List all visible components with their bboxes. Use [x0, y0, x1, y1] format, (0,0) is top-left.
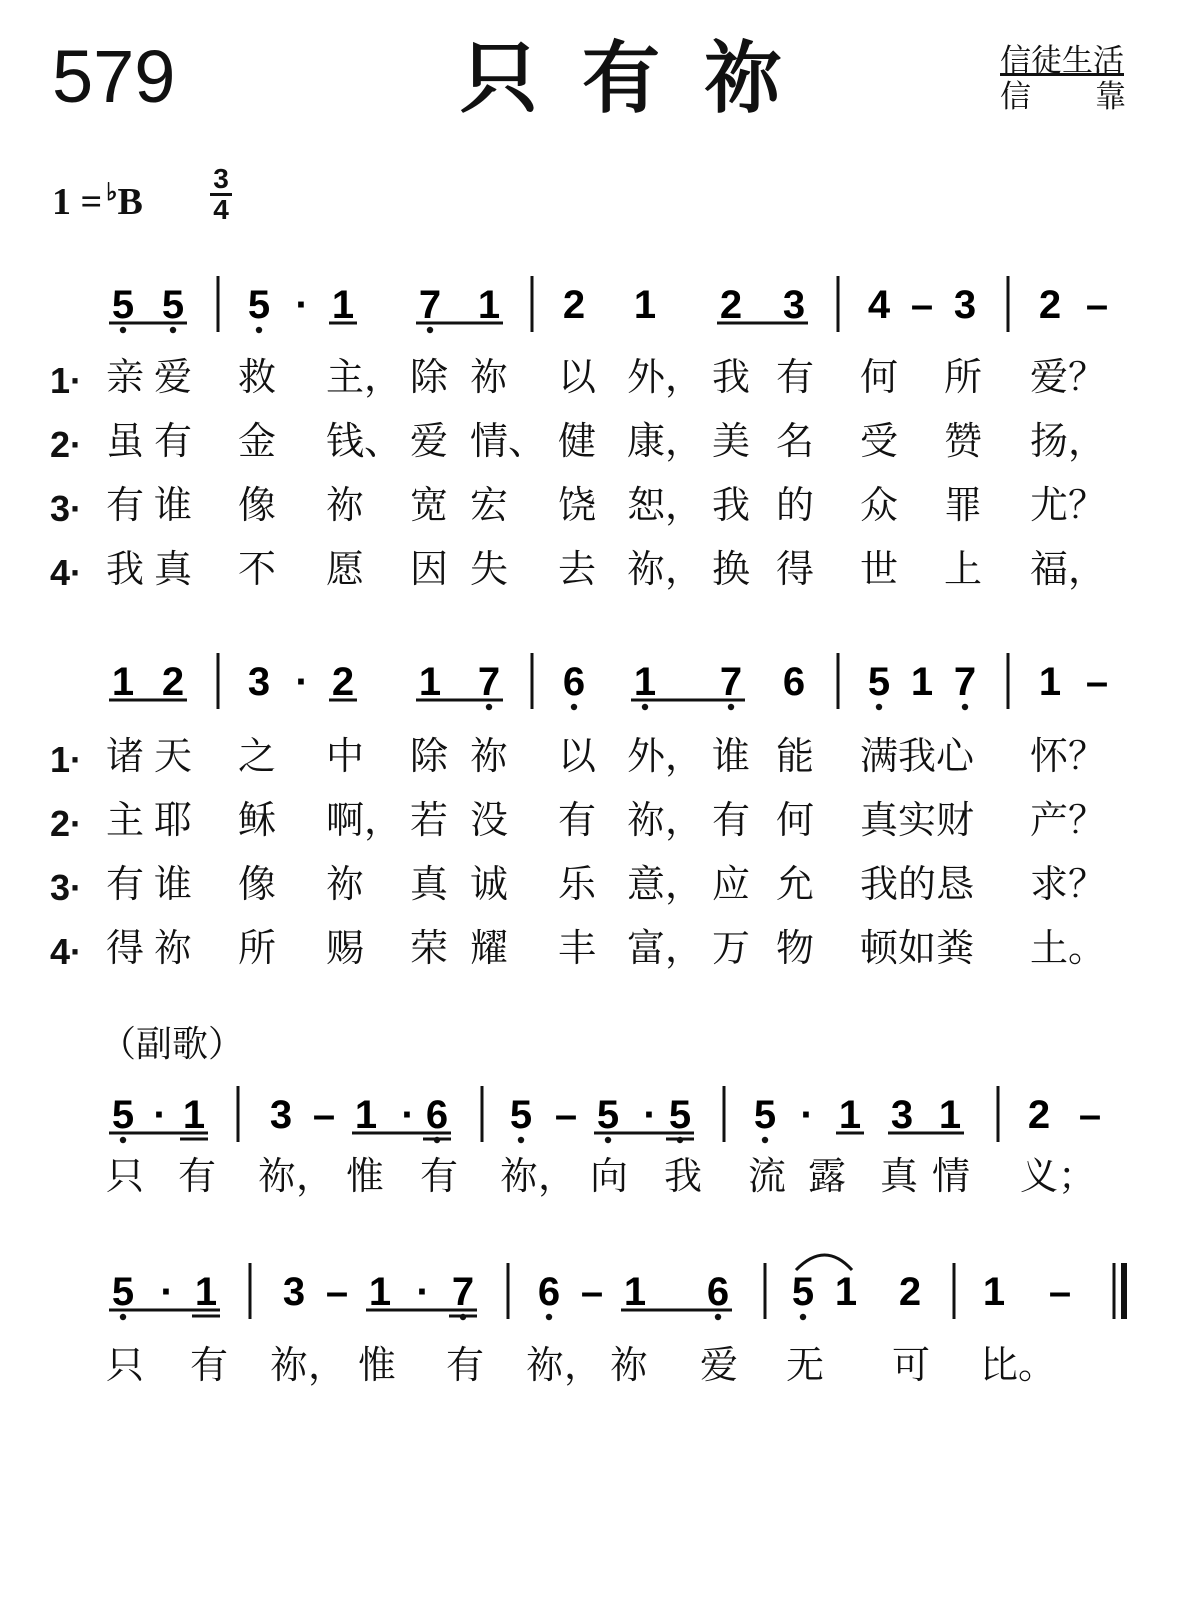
chorus-syllable: 只 [106, 1154, 145, 1198]
chorus-syllable: 露 [808, 1154, 847, 1198]
time-top: 3 [213, 163, 229, 194]
lyric-syllable: 得 [776, 547, 815, 591]
chorus-syllable: 祢， [270, 1343, 347, 1387]
lyric-syllable: 耶 [154, 798, 193, 842]
system2-octave-dot [728, 704, 734, 710]
system1-note: 1 [331, 283, 355, 327]
lyric-syllable: 上 [944, 547, 983, 591]
lyric-syllable: 赞 [944, 419, 983, 463]
lyric-syllable: 金 [238, 419, 277, 463]
system2-octave-dot [571, 704, 577, 710]
hymn-number: 579 [52, 35, 176, 118]
lyric-syllable: 罪 [944, 483, 983, 527]
system3-note: 2 [1027, 1093, 1051, 1137]
system3-octave-dot [762, 1137, 768, 1143]
chorus-label: （副歌） [100, 1024, 245, 1065]
system1-note: 4 [867, 283, 891, 327]
system1-octave-dot [120, 327, 126, 333]
system3-note: 5 [668, 1093, 692, 1137]
lyric-syllable: 求？ [1030, 862, 1107, 906]
system3-note: · [800, 1093, 814, 1137]
lyric-syllable: 何 [860, 355, 899, 399]
system3-note: · [643, 1093, 657, 1137]
system3-note: · [401, 1093, 415, 1137]
chorus-syllable: 爱 [700, 1343, 739, 1387]
system2-octave-dot [876, 704, 882, 710]
lyric-syllable: 顿如粪 [860, 926, 975, 970]
lyric-syllable: 允 [776, 862, 815, 906]
system1-note: 5 [161, 283, 185, 327]
system3-note: 1 [182, 1093, 206, 1137]
system4-note: 5 [111, 1270, 135, 1314]
verse-number: 4· [50, 552, 83, 593]
lyric-syllable: 有 [106, 483, 145, 527]
lyric-syllable: 我 [106, 547, 145, 591]
chorus-syllable: 只 [106, 1343, 145, 1387]
lyric-syllable: 受 [860, 419, 899, 463]
lyric-syllable: 啊， [326, 798, 403, 842]
system1-note: – [910, 283, 934, 327]
chorus-syllable: 祢， [258, 1154, 335, 1198]
chorus-syllable: 有 [178, 1154, 217, 1198]
system4-note: 5 [791, 1270, 815, 1314]
system2-note: 3 [247, 660, 271, 704]
lyric-syllable: 爱 [410, 419, 449, 463]
lyric-syllable: 情、 [470, 419, 547, 463]
chorus-syllable: 惟 [346, 1154, 385, 1198]
lyric-syllable: 美 [712, 419, 751, 463]
lyric-syllable: 失 [470, 547, 509, 591]
system4-note: · [416, 1270, 430, 1314]
lyric-syllable: 主 [106, 798, 145, 842]
lyric-syllable: 不 [238, 547, 277, 591]
system2-note: · [295, 660, 309, 704]
system3-note: 6 [425, 1093, 449, 1137]
system2-note: 1 [418, 660, 442, 704]
time-bottom: 4 [213, 194, 229, 225]
lyric-syllable: 真 [410, 862, 449, 906]
lyric-syllable: 祢， [627, 547, 704, 591]
lyric-syllable: 钱、 [326, 419, 403, 463]
system2-note: 5 [867, 660, 891, 704]
chorus-syllable: 有 [190, 1343, 229, 1387]
system4-octave-dot [715, 1314, 721, 1320]
system1-note: 7 [418, 283, 442, 327]
system1-octave-dot [170, 327, 176, 333]
system3-note: – [1078, 1093, 1102, 1137]
system1-note: 1 [633, 283, 657, 327]
system4-note: 1 [368, 1270, 392, 1314]
verse-number: 1· [50, 739, 83, 780]
lyric-syllable: 诸 [106, 734, 145, 778]
chorus-syllable: 有 [420, 1154, 459, 1198]
system4-note: 1 [623, 1270, 647, 1314]
system1-note: 1 [477, 283, 501, 327]
lyric-syllable: 能 [776, 734, 815, 778]
lyric-syllable: 若 [410, 798, 449, 842]
key-prefix: 1 = [52, 181, 103, 223]
lyric-syllable: 扬， [1030, 419, 1107, 463]
lyric-syllable: 诚 [470, 862, 509, 906]
system1-note: 2 [719, 283, 743, 327]
lyric-syllable: 我 [712, 355, 751, 399]
system1-octave-dot [256, 327, 262, 333]
system4-note: – [325, 1270, 349, 1314]
lyric-syllable: 祢 [470, 734, 509, 778]
system2-note: 1 [910, 660, 934, 704]
system3-note: 5 [596, 1093, 620, 1137]
system3-note: – [312, 1093, 336, 1137]
system2-octave-dot [962, 704, 968, 710]
key-note: B [117, 181, 143, 223]
verse-number: 2· [50, 424, 83, 465]
system1-note: · [295, 283, 309, 327]
system3-note: 5 [509, 1093, 533, 1137]
system2-note: 6 [782, 660, 806, 704]
verse-number: 3· [50, 488, 83, 529]
verse-number: 1· [50, 360, 83, 401]
system3-note: 1 [838, 1093, 862, 1137]
system3-note: 1 [938, 1093, 962, 1137]
lyric-syllable: 主， [326, 355, 403, 399]
system4-note: – [580, 1270, 604, 1314]
lyric-syllable: 除 [410, 355, 449, 399]
system1-note: 5 [111, 283, 135, 327]
chorus-syllable: 可 [892, 1343, 931, 1387]
system2-octave-dot [486, 704, 492, 710]
lyric-syllable: 祢， [627, 798, 704, 842]
lyric-syllable: 有 [106, 862, 145, 906]
system4-octave-dot [120, 1314, 126, 1320]
lyric-syllable: 世 [860, 547, 899, 591]
lyric-syllable: 去 [558, 547, 597, 591]
system4-note: – [1048, 1270, 1072, 1314]
lyric-syllable: 之 [238, 734, 277, 778]
system3-octave-dot [120, 1137, 126, 1143]
system3-octave-dot [605, 1137, 611, 1143]
lyric-syllable: 真 [154, 547, 193, 591]
lyric-syllable: 外， [627, 355, 704, 399]
lyric-syllable: 谁 [154, 862, 193, 906]
system3-octave-dot [518, 1137, 524, 1143]
lyric-syllable: 得 [106, 926, 145, 970]
lyric-syllable: 名 [776, 419, 815, 463]
lyric-syllable: 的 [776, 483, 815, 527]
lyric-syllable: 天 [154, 734, 193, 778]
lyric-syllable: 我的恳 [860, 862, 975, 906]
lyric-syllable: 虽 [106, 419, 145, 463]
system3-note: 3 [269, 1093, 293, 1137]
system2-note: 1 [111, 660, 135, 704]
chorus-syllable: 祢， [500, 1154, 577, 1198]
system1-note: 3 [782, 283, 806, 327]
system4-note: 3 [282, 1270, 306, 1314]
system4-note: 7 [451, 1270, 475, 1314]
system4-octave-dot [800, 1314, 806, 1320]
lyric-syllable: 意， [627, 862, 704, 906]
system2-octave-dot [642, 704, 648, 710]
category-label: 信徒生活 [1000, 43, 1124, 79]
lyric-syllable: 怀？ [1030, 734, 1107, 778]
system2-note: – [1085, 660, 1109, 704]
system3-note: 3 [890, 1093, 914, 1137]
system4-note: 2 [898, 1270, 922, 1314]
system1-note: 5 [247, 283, 271, 327]
lyric-syllable: 祢 [154, 926, 193, 970]
lyric-syllable: 我 [712, 483, 751, 527]
system4-note: 6 [537, 1270, 561, 1314]
chorus-syllable: 无 [786, 1343, 825, 1387]
lyric-syllable: 物 [776, 926, 815, 970]
lyric-syllable: 外， [627, 734, 704, 778]
lyric-syllable: 耀 [470, 926, 509, 970]
lyric-syllable: 稣 [238, 798, 277, 842]
system3-note: · [153, 1093, 167, 1137]
verse-number: 4· [50, 931, 83, 972]
lyric-syllable: 因 [410, 547, 449, 591]
hymn-title: 只有祢 [460, 34, 827, 124]
lyric-syllable: 康， [627, 419, 704, 463]
lyric-syllable: 亲 [106, 355, 145, 399]
lyric-syllable: 没 [470, 798, 509, 842]
system4-note: 1 [982, 1270, 1006, 1314]
lyric-syllable: 爱？ [1030, 355, 1107, 399]
flat-icon: ♭ [106, 180, 118, 206]
lyric-syllable: 有 [712, 798, 751, 842]
lyric-syllable: 像 [238, 483, 277, 527]
system3-note: 1 [354, 1093, 378, 1137]
lyric-syllable: 产？ [1030, 798, 1107, 842]
lyric-syllable: 除 [410, 734, 449, 778]
system3-note: – [554, 1093, 578, 1137]
lyric-syllable: 赐 [326, 926, 365, 970]
system2-note: 7 [477, 660, 501, 704]
system2-note: 2 [161, 660, 185, 704]
lyric-syllable: 饶 [558, 483, 597, 527]
lyric-syllable: 应 [712, 862, 751, 906]
system3-note: 5 [111, 1093, 135, 1137]
lyric-syllable: 中 [326, 734, 365, 778]
lyric-syllable: 有 [558, 798, 597, 842]
lyric-syllable: 满我心 [860, 734, 975, 778]
system2-note: 7 [953, 660, 977, 704]
lyric-syllable: 有 [776, 355, 815, 399]
lyric-syllable: 健 [558, 419, 597, 463]
lyric-syllable: 丰 [558, 926, 597, 970]
system1-note: – [1085, 283, 1109, 327]
chorus-syllable: 比。 [980, 1343, 1057, 1387]
chorus-syllable: 惟 [358, 1343, 397, 1387]
system1-note: 3 [953, 283, 977, 327]
lyric-syllable: 土。 [1030, 926, 1107, 970]
lyric-syllable: 何 [776, 798, 815, 842]
lyric-syllable: 祢 [326, 483, 365, 527]
lyric-syllable: 荣 [410, 926, 449, 970]
system1-note: 2 [1038, 283, 1062, 327]
chorus-syllable: 向 [590, 1154, 629, 1198]
lyric-syllable: 有 [154, 419, 193, 463]
system4-note: · [160, 1270, 174, 1314]
slur-mark [796, 1255, 852, 1270]
lyric-syllable: 富， [627, 926, 704, 970]
verse-number: 2· [50, 803, 83, 844]
system1-octave-dot [427, 327, 433, 333]
lyric-syllable: 祢 [326, 862, 365, 906]
lyric-syllable: 像 [238, 862, 277, 906]
chorus-syllable: 有 [446, 1343, 485, 1387]
lyric-syllable: 爱 [154, 355, 193, 399]
subcategory-left: 信 [1000, 79, 1031, 115]
system2-note: 2 [331, 660, 355, 704]
lyric-syllable: 所 [944, 355, 983, 399]
system2-note: 6 [562, 660, 586, 704]
chorus-syllable: 情 [932, 1154, 971, 1198]
chorus-syllable: 流 [748, 1154, 787, 1198]
lyric-syllable: 万 [712, 926, 751, 970]
system4-note: 6 [706, 1270, 730, 1314]
system2-note: 1 [633, 660, 657, 704]
lyric-syllable: 救 [238, 355, 277, 399]
lyric-syllable: 所 [238, 926, 277, 970]
chorus-syllable: 义； [1020, 1154, 1097, 1198]
chorus-syllable: 真 [880, 1154, 919, 1198]
system4-note: 1 [194, 1270, 218, 1314]
system4-note: 1 [834, 1270, 858, 1314]
chorus-syllable: 我 [664, 1154, 703, 1198]
lyric-syllable: 乐 [558, 862, 597, 906]
chorus-syllable: 祢 [610, 1343, 649, 1387]
lyric-syllable: 换 [712, 547, 751, 591]
system4-octave-dot [546, 1314, 552, 1320]
verse-number: 3· [50, 867, 83, 908]
lyric-syllable: 愿 [326, 547, 365, 591]
chorus-syllable: 祢， [526, 1343, 603, 1387]
system1-note: 2 [562, 283, 586, 327]
lyric-syllable: 祢 [470, 355, 509, 399]
lyric-syllable: 真实财 [860, 798, 975, 842]
system2-note: 7 [719, 660, 743, 704]
lyric-syllable: 谁 [712, 734, 751, 778]
lyric-syllable: 宽 [410, 483, 449, 527]
lyric-syllable: 谁 [154, 483, 193, 527]
lyric-syllable: 以 [558, 734, 597, 778]
subcategory-right: 靠 [1095, 79, 1126, 115]
lyric-syllable: 恕， [627, 483, 704, 527]
system2-note: 1 [1038, 660, 1062, 704]
system3-note: 5 [753, 1093, 777, 1137]
lyric-syllable: 以 [558, 355, 597, 399]
lyric-syllable: 众 [860, 483, 899, 527]
lyric-syllable: 宏 [470, 483, 509, 527]
lyric-syllable: 福， [1030, 547, 1107, 591]
lyric-syllable: 尤？ [1030, 483, 1107, 527]
